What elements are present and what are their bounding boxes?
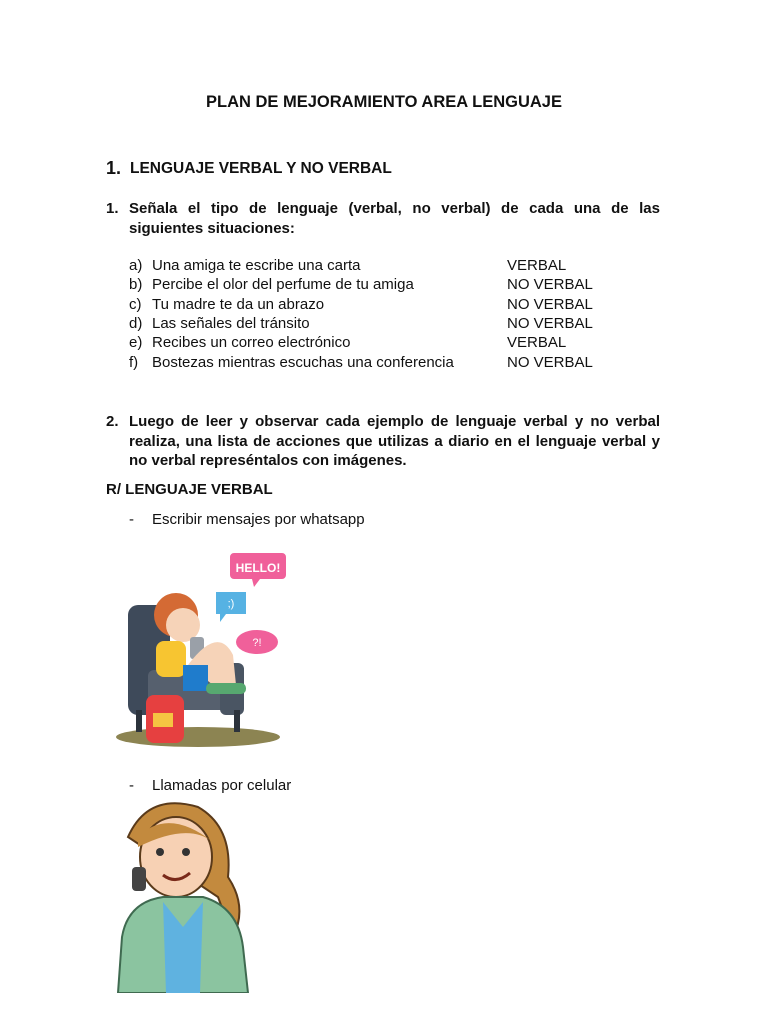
question-text: Luego de leer y observar cada ejemplo de lenguaje verbal y no verbal realiza, una lista de acciones que utilizas a diario en el lenguaje verbal y no verbal represéntalos con imágenes. [129, 413, 660, 469]
situation-text: Las señales del tránsito [152, 315, 310, 332]
question-2 [106, 412, 660, 471]
situation-text: Bostezas mientras escuchas una conferencia [152, 354, 454, 371]
item-letter: b) [129, 276, 143, 293]
question-number: 1. [106, 200, 119, 217]
section-number: 1. [106, 158, 122, 178]
situation-text: Una amiga te escribe una carta [152, 257, 361, 274]
answer-text: NO VERBAL [507, 315, 593, 332]
bullet: - [129, 777, 134, 794]
situation-text: Tu madre te da un abrazo [152, 296, 325, 313]
answer-text: NO VERBAL [507, 354, 593, 371]
question-text: Señala el tipo de lenguaje (verbal, no verbal) de cada una de las siguientes situaciones: [129, 200, 660, 237]
item-letter: f) [129, 354, 139, 371]
example-item [129, 777, 292, 794]
item-letter: a) [129, 257, 143, 274]
woman-phone-illustration [108, 797, 258, 993]
situation-text: Recibes un correo electrónico [152, 334, 351, 351]
example-text: Llamadas por celular [152, 777, 292, 794]
document-title: PLAN DE MEJORAMIENTO AREA LENGUAJE [205, 93, 562, 111]
item-letter: e) [129, 334, 143, 351]
example-item [129, 511, 365, 528]
answer-text: VERBAL [507, 334, 567, 351]
bullet: - [129, 511, 134, 528]
question-1 [106, 199, 660, 238]
example-text: Escribir mensajes por whatsapp [152, 511, 365, 528]
item-letter: c) [129, 296, 142, 313]
girl-texting-illustration [108, 545, 288, 755]
situation-text: Percibe el olor del perfume de tu amiga [152, 276, 414, 293]
question-number: 2. [106, 413, 119, 430]
item-letter: d) [129, 315, 143, 332]
answer-text: NO VERBAL [507, 296, 593, 313]
section-heading: LENGUAJE VERBAL Y NO VERBAL [130, 160, 392, 177]
answer-heading: R/ LENGUAJE VERBAL [106, 481, 273, 498]
wink-bubble-text: ;) [227, 598, 235, 610]
answer-text: NO VERBAL [507, 276, 593, 293]
hello-bubble-text: HELLO! [235, 561, 281, 575]
question-bubble-text: ?! [252, 637, 262, 649]
answer-text: VERBAL [507, 257, 567, 274]
